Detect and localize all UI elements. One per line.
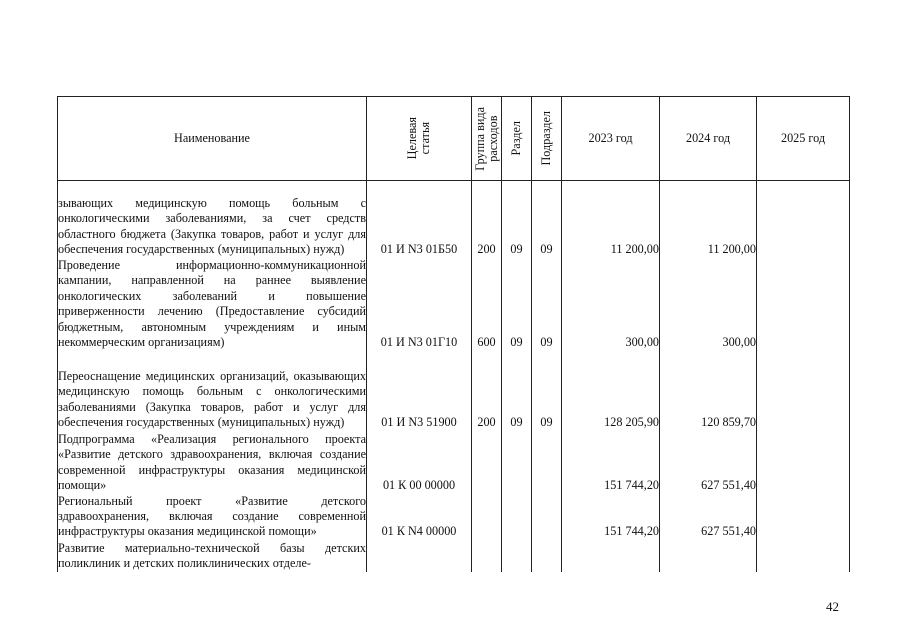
row-2025 bbox=[757, 351, 850, 431]
row-group bbox=[472, 540, 502, 572]
row-2024: 627 551,40 bbox=[660, 431, 757, 494]
table-row bbox=[58, 431, 850, 494]
row-2024: 11 200,00 bbox=[660, 181, 757, 258]
row-code: 01 И N3 01Г10 bbox=[367, 258, 472, 351]
row-name: Переоснащение медицинских организаций, оказывающих медицинскую помощь больным с онкологическими заболеваниями (Закупка товаров, работ и услуг для обеспечения государственных (муниципальных) нужд) bbox=[58, 351, 367, 431]
row-2023: 151 744,20 bbox=[562, 494, 660, 540]
row-group: 600 bbox=[472, 258, 502, 351]
row-2024: 627 551,40 bbox=[660, 494, 757, 540]
row-group: 200 bbox=[472, 351, 502, 431]
row-2025 bbox=[757, 181, 850, 258]
row-2024: 120 859,70 bbox=[660, 351, 757, 431]
row-group bbox=[472, 431, 502, 494]
row-code bbox=[367, 540, 472, 572]
row-section bbox=[502, 431, 532, 494]
row-subsection: 09 bbox=[532, 181, 562, 258]
row-code: 01 К N4 00000 bbox=[367, 494, 472, 540]
row-2023 bbox=[562, 540, 660, 572]
table-row bbox=[58, 351, 850, 431]
row-section: 09 bbox=[502, 181, 532, 258]
row-2023: 128 205,90 bbox=[562, 351, 660, 431]
table-header-row bbox=[58, 97, 850, 181]
header-target-article-text: Целевая статья bbox=[405, 117, 432, 160]
row-section bbox=[502, 494, 532, 540]
row-name: зывающих медицинскую помощь больным с онкологическими заболеваниями, за счет средств областного бюджета (Закупка товаров, работ и услуг для обеспечения государственных (муниципальных) нужд) bbox=[58, 181, 367, 258]
header-year-2023: 2023 год bbox=[562, 97, 660, 181]
row-2025 bbox=[757, 540, 850, 572]
header-target-article bbox=[367, 97, 472, 181]
row-2024: 300,00 bbox=[660, 258, 757, 351]
row-name: Региональный проект «Развитие детского здравоохранения, включая создание современной инфраструктуры оказания медицинской помощи» bbox=[58, 493, 366, 539]
header-name: Наименование bbox=[58, 97, 367, 181]
row-2025 bbox=[757, 431, 850, 494]
row-2025 bbox=[757, 258, 850, 351]
header-expense-group bbox=[472, 97, 502, 181]
row-name: Развитие материально-технической базы детских поликлиник и детских поликлинических отделе- bbox=[58, 540, 366, 571]
header-subsection bbox=[532, 97, 562, 181]
page-number: 42 bbox=[826, 599, 839, 614]
row-subsection bbox=[532, 540, 562, 572]
table-row bbox=[58, 258, 850, 351]
row-group bbox=[472, 494, 502, 540]
header-year-2024: 2024 год bbox=[660, 97, 757, 181]
row-subsection bbox=[532, 494, 562, 540]
row-subsection: 09 bbox=[532, 258, 562, 351]
row-2025 bbox=[757, 494, 850, 540]
row-2023: 300,00 bbox=[562, 258, 660, 351]
header-subsection-text: Подраздел bbox=[539, 111, 553, 166]
row-code: 01 И N3 01Б50 bbox=[367, 181, 472, 258]
row-subsection: 09 bbox=[532, 351, 562, 431]
row-subsection bbox=[532, 431, 562, 494]
row-group: 200 bbox=[472, 181, 502, 258]
table-row bbox=[58, 181, 850, 258]
header-expense-group-text: Группа вида расходов bbox=[472, 106, 500, 171]
budget-table bbox=[57, 96, 850, 572]
header-section bbox=[502, 97, 532, 181]
row-code: 01 И N3 51900 bbox=[367, 351, 472, 431]
row-section bbox=[502, 540, 532, 572]
row-name: Подпрограмма «Реализация регионального проекта «Развитие детского здравоохранения, включая создание современной инфраструктуры оказания медицинской помощи» bbox=[58, 431, 366, 493]
row-name: Проведение информационно-коммуникационной кампании, направленной на раннее выявление онкологических заболеваний и повышение приверженности лечению (Предоставление субсидий бюджетным, автономным учреждениям и иным некоммерческим организациям) bbox=[58, 258, 366, 350]
row-code: 01 К 00 00000 bbox=[367, 431, 472, 494]
row-section: 09 bbox=[502, 351, 532, 431]
row-2023: 151 744,20 bbox=[562, 431, 660, 494]
table-row bbox=[58, 540, 850, 572]
row-section: 09 bbox=[502, 258, 532, 351]
header-section-text: Раздел bbox=[509, 121, 523, 156]
table-row bbox=[58, 494, 850, 540]
row-2024 bbox=[660, 540, 757, 572]
header-year-2025: 2025 год bbox=[757, 97, 850, 181]
row-2023: 11 200,00 bbox=[562, 181, 660, 258]
